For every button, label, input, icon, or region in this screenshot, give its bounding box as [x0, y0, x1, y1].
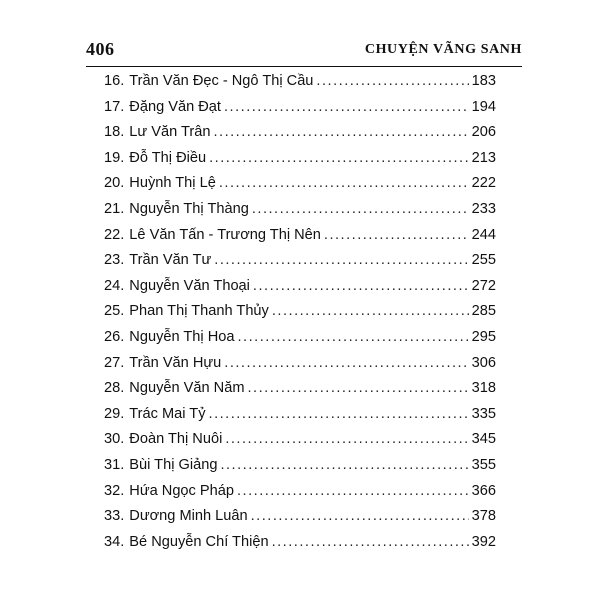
entry-page-number: 295: [471, 328, 496, 345]
entry-page-number: 285: [471, 303, 496, 320]
dot-leader: [248, 376, 469, 402]
dot-leader: [238, 325, 469, 351]
entry-title: Huỳnh Thị Lệ: [129, 175, 216, 192]
entry-title: Trác Mai Tỷ: [129, 405, 206, 422]
table-of-contents: [104, 69, 496, 555]
entry-number: 17.: [104, 98, 125, 115]
entry-page-number: 194: [471, 98, 496, 115]
entry-title: Đỗ Thị Điều: [129, 149, 207, 166]
toc-entry: [104, 223, 496, 249]
entry-page-number: 318: [471, 380, 496, 397]
entry-number: 20.: [104, 175, 125, 192]
entry-title: Nguyễn Văn Năm: [129, 380, 245, 397]
entry-title: Dương Minh Luân: [129, 508, 248, 525]
dot-leader: [252, 197, 469, 223]
entry-number: 18.: [104, 124, 125, 141]
dot-leader: [209, 402, 469, 428]
page-header: [86, 37, 522, 63]
entry-title: Trần Văn Hựu: [129, 354, 222, 371]
entry-number: 19.: [104, 149, 125, 166]
entry-title: Phan Thị Thanh Thủy: [129, 303, 269, 320]
entry-title: Trần Văn Tư: [129, 252, 212, 269]
dot-leader: [225, 427, 468, 453]
dot-leader: [316, 69, 468, 95]
entry-title: Bé Nguyễn Chí Thiện: [129, 533, 269, 550]
entry-page-number: 272: [471, 277, 496, 294]
toc-entry: [104, 95, 496, 121]
entry-number: 16.: [104, 73, 125, 89]
entry-title: Lư Văn Trân: [129, 124, 211, 141]
toc-entry: [104, 120, 496, 146]
toc-entry: [104, 69, 496, 95]
entry-page-number: 183: [471, 73, 496, 89]
entry-page-number: 206: [471, 124, 496, 141]
running-title: CHUYỆN VÃNG SANH: [364, 42, 522, 57]
toc-entry: [104, 376, 496, 402]
entry-page-number: 222: [471, 175, 496, 192]
entry-number: 21.: [104, 200, 125, 217]
entry-page-number: 366: [471, 482, 496, 499]
entry-page-number: 306: [471, 354, 496, 371]
toc-entry: [104, 248, 496, 274]
dot-leader: [209, 146, 469, 172]
entry-title: Đặng Văn Đạt: [129, 98, 221, 115]
toc-entry: [104, 530, 496, 556]
toc-entry: [104, 146, 496, 172]
toc-entry: [104, 427, 496, 453]
entry-title: Nguyễn Thị Thàng: [129, 200, 249, 217]
entry-title: Bùi Thị Giảng: [129, 456, 218, 473]
toc-entry: [104, 453, 496, 479]
entry-title: Đoàn Thị Nuôi: [129, 431, 223, 448]
entry-number: 29.: [104, 405, 125, 422]
entry-page-number: 335: [471, 405, 496, 422]
entry-page-number: 213: [471, 149, 496, 166]
dot-leader: [324, 223, 469, 249]
entry-number: 26.: [104, 328, 125, 345]
entry-number: 23.: [104, 252, 125, 269]
entry-title: Hứa Ngọc Pháp: [129, 482, 234, 499]
toc-entry: [104, 351, 496, 377]
entry-number: 30.: [104, 431, 125, 448]
toc-entry: [104, 171, 496, 197]
dot-leader: [213, 120, 468, 146]
entry-page-number: 233: [471, 200, 496, 217]
dot-leader: [220, 453, 468, 479]
toc-entry: [104, 197, 496, 223]
toc-entry: [104, 402, 496, 428]
dot-leader: [251, 504, 469, 530]
entry-number: 28.: [104, 380, 125, 397]
entry-number: 33.: [104, 508, 125, 525]
entry-page-number: 255: [471, 252, 496, 269]
entry-page-number: 392: [471, 533, 496, 550]
dot-leader: [272, 530, 469, 556]
dot-leader: [224, 95, 469, 121]
entry-title: Nguyễn Thị Hoa: [129, 328, 235, 345]
entry-page-number: 355: [471, 456, 496, 473]
dot-leader: [214, 248, 468, 274]
dot-leader: [219, 171, 469, 197]
toc-entry: [104, 299, 496, 325]
entry-page-number: 244: [471, 226, 496, 243]
entry-number: 34.: [104, 533, 125, 550]
toc-entry: [104, 274, 496, 300]
entry-number: 32.: [104, 482, 125, 499]
header-rule: [86, 66, 522, 67]
entry-number: 24.: [104, 277, 125, 294]
toc-entry: [104, 325, 496, 351]
toc-entry: [104, 504, 496, 530]
entry-number: 25.: [104, 303, 125, 320]
entry-title: Nguyễn Văn Thoại: [129, 277, 250, 294]
entry-title: Lê Văn Tấn - Trương Thị Nên: [129, 226, 321, 243]
entry-number: 31.: [104, 456, 125, 473]
toc-entry: [104, 479, 496, 505]
dot-leader: [253, 274, 469, 300]
entry-title: Trần Văn Đẹc - Ngô Thị Cầu: [129, 73, 314, 89]
entry-number: 27.: [104, 354, 125, 371]
dot-leader: [224, 351, 468, 377]
page-number: 406: [86, 39, 115, 59]
entry-page-number: 378: [471, 508, 496, 525]
entry-number: 22.: [104, 226, 125, 243]
dot-leader: [272, 299, 469, 325]
entry-page-number: 345: [471, 431, 496, 448]
dot-leader: [237, 479, 469, 505]
